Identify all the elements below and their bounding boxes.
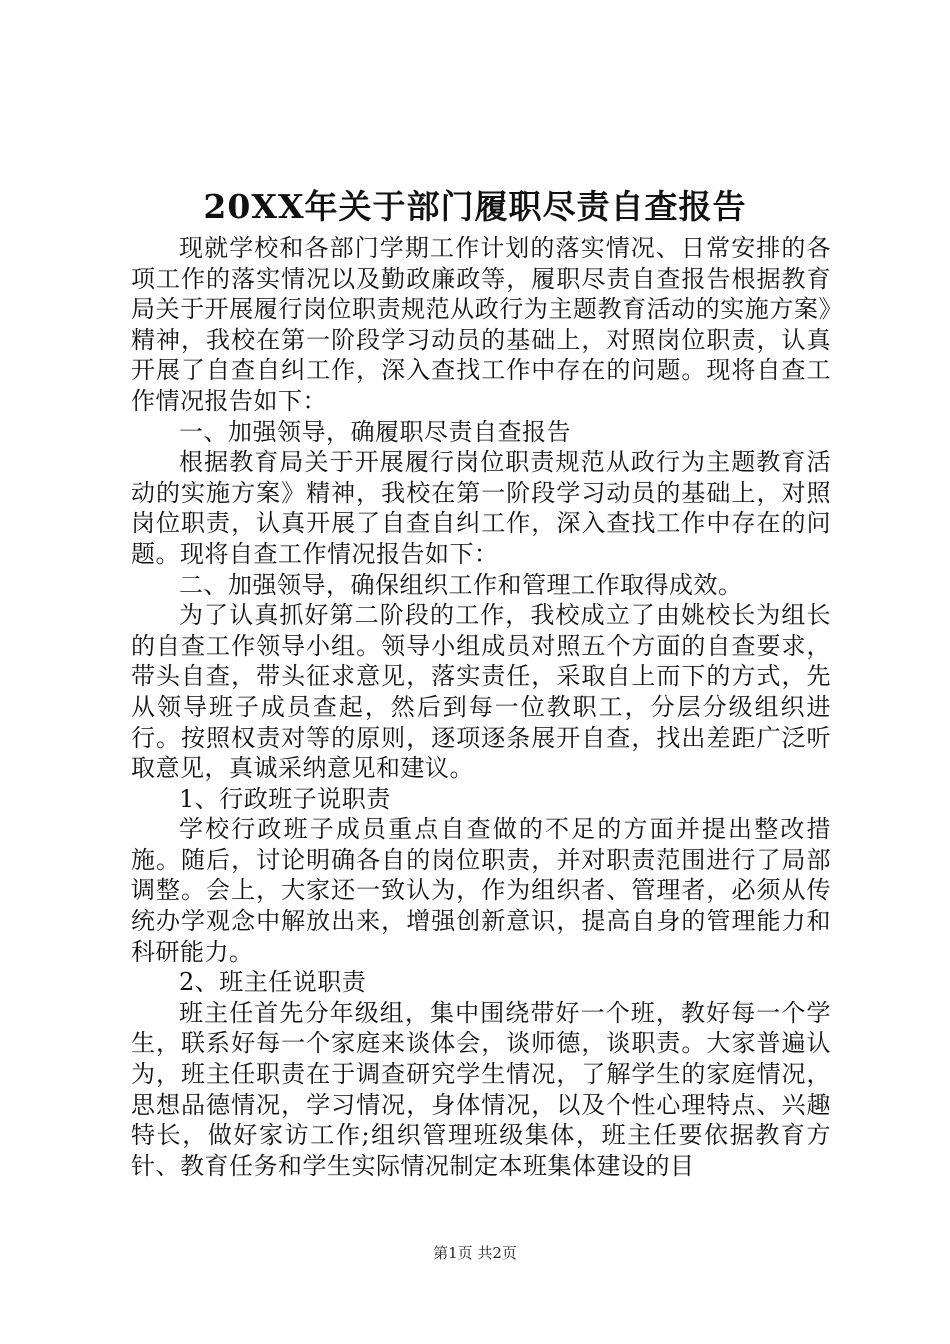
page-footer: 第1页 共2页: [433, 1244, 517, 1262]
heading-section-2: 二、加强领导，确保组织工作和管理工作取得成效。: [179, 570, 743, 599]
paragraph-head-teacher: 班主任首先分年级组，集中围绕带好一个班，教好每一个学生，联系好每一个家庭来谈体会，谈师德，谈职责。大家普遍认为，班主任职责在于调查研究学生情况，了解学生的家庭情况，思想品德情况，学习情况，身体情况，以及个性心理特点、兴趣特长，做好家访工作;组织管理班级集体，班主任要依据教育方针、教育任务和学生实际情况制定本班集体建设的目: [131, 998, 831, 1180]
subheading-head-teacher: 2、班主任说职责: [179, 968, 367, 997]
paragraph-section-2: 为了认真抓好第二阶段的工作，我校成立了由姚校长为组长的自查工作领导小组。领导小组成员对照五个方面的自查要求，带头自查，带头征求意见，落实责任，采取自上而下的方式，先从领导班子成员查起，然后到每一位教职工，分层分级组织进行。按照权责对等的原则，逐项逐条展开自查，找出差距广泛听取意见，真诚采纳意见和建议。: [131, 601, 831, 783]
subheading-admin: 1、行政班子说职责: [179, 784, 391, 813]
paragraph-admin: 学校行政班子成员重点自查做的不足的方面并提出整改措施。随后，讨论明确各自的岗位职责，并对职责范围进行了局部调整。会上，大家还一致认为，作为组织者、管理者，必须从传统办学观念中解放出来，增强创新意识，提高自身的管理能力和科研能力。: [131, 815, 831, 966]
document-title: 20XX年关于部门履职尽责自查报告: [203, 187, 747, 226]
document-body: [131, 233, 831, 1181]
paragraph-section-1: 根据教育局关于开展履行岗位职责规范从政行为主题教育活动的实施方案》精神，我校在第一阶段学习动员的基础上，对照岗位职责，认真开展了自查自纠工作，深入查找工作中存在的问题。现将自查工作情况报告如下：: [131, 448, 831, 568]
paragraph-intro: 现就学校和各部门学期工作计划的落实情况、日常安排的各项工作的落实情况以及勤政廉政等，履职尽责自查报告根据教育局关于开展履行岗位职责规范从政行为主题教育活动的实施方案》精神，我校在第一阶段学习动员的基础上，对照岗位职责，认真开展了自查自纠工作，深入查找工作中存在的问题。现将自查工作情况报告如下：: [131, 234, 831, 415]
heading-section-1: 一、加强领导，确履职尽责自查报告: [179, 417, 571, 446]
